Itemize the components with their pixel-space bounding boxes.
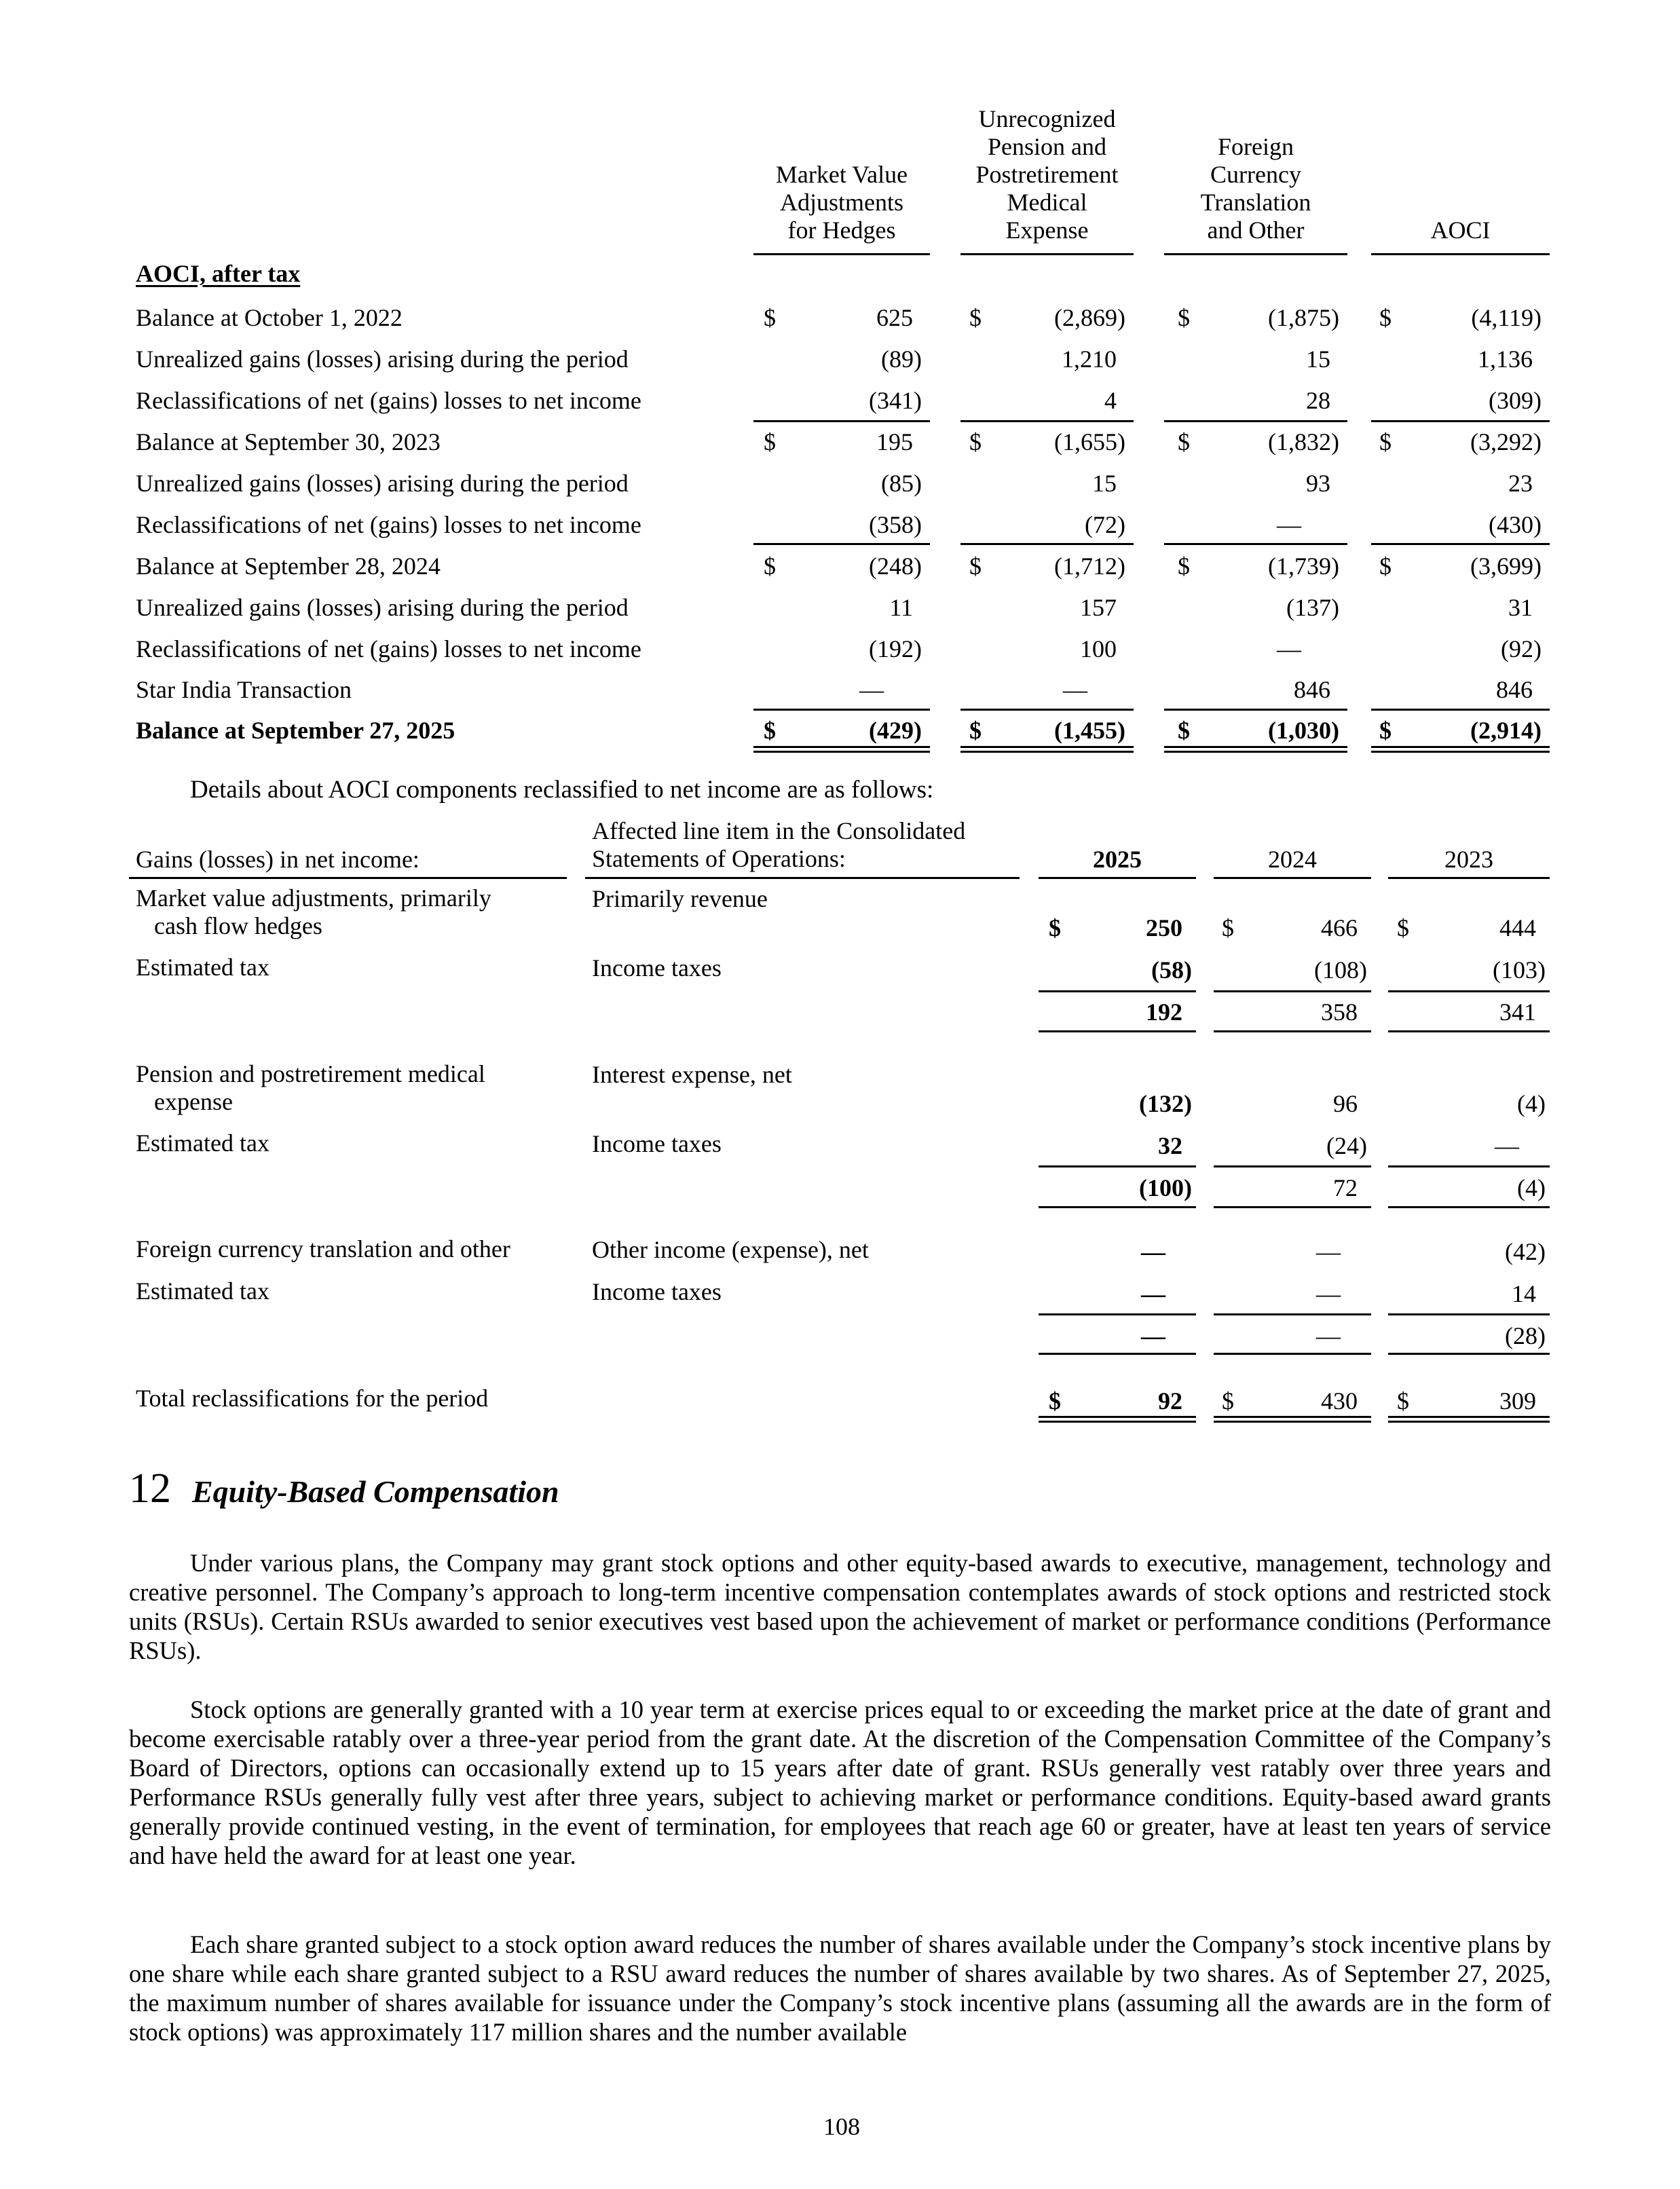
- header-rule: [1214, 877, 1371, 879]
- dollar-sign: $: [764, 304, 776, 331]
- reclass-cell: (132): [1139, 1090, 1192, 1117]
- dollar-sign: $: [1178, 553, 1190, 580]
- aoci-cell: (4,119): [1471, 304, 1542, 331]
- affected-line-item: Income taxes: [592, 1278, 722, 1305]
- subtotal-rule: [753, 709, 930, 711]
- aoci-column-header: AOCI: [1430, 217, 1491, 244]
- reclass-cell: 192: [1146, 998, 1182, 1026]
- aoci-cell: 1,210: [1062, 345, 1117, 373]
- aoci-cell: (3,292): [1470, 428, 1542, 455]
- aoci-cell: (192): [869, 635, 922, 662]
- aoci-cell: (430): [1489, 511, 1542, 538]
- dollar-sign: $: [1379, 553, 1392, 580]
- aoci-cell: 100: [1080, 635, 1117, 662]
- reclass-cell: —: [1316, 1238, 1341, 1265]
- dollar-sign: $: [1049, 1387, 1061, 1415]
- subtotal-rule: [960, 709, 1134, 711]
- subtotal-rule: [1388, 1165, 1550, 1167]
- subtotal-rule: [1039, 990, 1196, 992]
- total-double-rule: [1388, 1416, 1550, 1423]
- reclass-cell: 466: [1321, 914, 1358, 941]
- aoci-cell: 157: [1080, 594, 1117, 621]
- aoci-cell: 846: [1294, 676, 1330, 703]
- column-header-rule: [960, 253, 1134, 255]
- aoci-cell: (248): [869, 553, 922, 580]
- dollar-sign: $: [1379, 304, 1392, 331]
- reclass-cell: —: [1316, 1322, 1341, 1349]
- aoci-row-label: Unrealized gains (losses) arising during the period: [136, 345, 629, 373]
- aoci-row-label: Reclassifications of net (gains) losses to net income: [136, 511, 641, 538]
- aoci-section-label: AOCI, after tax: [136, 260, 301, 287]
- reclass-cell: (24): [1326, 1132, 1367, 1159]
- aoci-cell: (341): [869, 387, 922, 414]
- aoci-cell: (1,655): [1054, 428, 1125, 455]
- column-header-rule: [753, 253, 930, 255]
- aoci-row-label: Balance at September 28, 2024: [136, 553, 441, 580]
- subtotal-rule: [960, 420, 1134, 422]
- affected-line-item: Income taxes: [592, 1130, 722, 1157]
- aoci-cell: (309): [1489, 387, 1542, 414]
- aoci-cell: 15: [1092, 470, 1117, 497]
- aoci-cell: 28: [1306, 387, 1330, 414]
- dollar-sign: $: [969, 304, 982, 331]
- total-double-rule: [1214, 1416, 1371, 1423]
- aoci-cell: 93: [1306, 470, 1330, 497]
- paragraph-1: Under various plans, the Company may grant stock options and other equity-based awards to executive, management, technology and creative personnel. The Company’s approach to long-term incentive compensation contemplates awards of stock options and restricted stock units (RSUs). Certain RSUs awarded to senior executives vest based upon the achievement of market or performance conditions (Performance RSUs).: [129, 1549, 1551, 1664]
- subtotal-rule: [1164, 543, 1347, 545]
- aoci-cell: (1,712): [1054, 553, 1125, 580]
- subtotal-rule: [1214, 1206, 1371, 1208]
- subtotal-rule: [1371, 420, 1550, 422]
- reclass-cell: (4): [1517, 1174, 1546, 1201]
- subtotal-rule: [1214, 990, 1371, 992]
- aoci-cell: (137): [1286, 594, 1339, 621]
- affected-line-item: Other income (expense), net: [592, 1236, 869, 1263]
- aoci-cell: (3,699): [1470, 553, 1542, 580]
- reclass-row-label: Estimated tax: [136, 1277, 269, 1305]
- header-rule: [585, 877, 1020, 879]
- year-header: 2023: [1444, 846, 1493, 873]
- subtotal-rule: [960, 543, 1134, 545]
- aoci-cell: 625: [876, 304, 913, 331]
- reclass-cell: 250: [1146, 914, 1182, 941]
- section-heading: [129, 1465, 559, 1513]
- gains-header: Gains (losses) in net income:: [136, 846, 419, 873]
- reclass-cell: —: [1141, 1322, 1165, 1349]
- total-double-rule: [1371, 746, 1550, 753]
- aoci-row-label: Balance at September 27, 2025: [136, 717, 455, 744]
- aoci-cell: (1,455): [1054, 717, 1125, 744]
- reclass-row-label: Total reclassifications for the period: [136, 1385, 489, 1412]
- aoci-row-label: Unrealized gains (losses) arising during the period: [136, 594, 629, 621]
- subtotal-rule: [1388, 1206, 1550, 1208]
- reclass-cell: (58): [1151, 956, 1192, 984]
- page-number: 108: [823, 2113, 860, 2140]
- dollar-sign: $: [1222, 1387, 1234, 1415]
- subtotal-rule: [753, 543, 930, 545]
- aoci-cell: (358): [869, 511, 922, 538]
- subtotal-rule: [1039, 1030, 1196, 1032]
- subtotal-rule: [1039, 1206, 1196, 1208]
- subtotal-rule: [753, 420, 930, 422]
- dollar-sign: $: [1178, 428, 1190, 455]
- affected-line-item: Income taxes: [592, 954, 722, 981]
- aoci-row-label: Reclassifications of net (gains) losses to net income: [136, 635, 641, 662]
- details-intro: Details about AOCI components reclassified to net income are as follows:: [190, 776, 934, 804]
- aoci-row-label: Balance at September 30, 2023: [136, 428, 441, 455]
- aoci-cell: —: [1063, 676, 1087, 703]
- aoci-column-header: Market Value Adjustments for Hedges: [775, 161, 908, 244]
- header-rule: [1039, 877, 1196, 879]
- column-header-rule: [1164, 253, 1347, 255]
- aoci-cell: (89): [881, 345, 922, 373]
- dollar-sign: $: [1379, 428, 1392, 455]
- subtotal-rule: [1388, 1313, 1550, 1315]
- aoci-cell: 195: [876, 428, 913, 455]
- aoci-cell: (1,832): [1268, 428, 1339, 455]
- reclass-cell: 72: [1333, 1174, 1358, 1201]
- total-double-rule: [960, 746, 1134, 753]
- header-rule: [1388, 877, 1550, 879]
- reclass-cell: —: [1141, 1238, 1165, 1265]
- reclass-cell: 96: [1333, 1090, 1358, 1117]
- aoci-column-header: Foreign Currency Translation and Other: [1200, 133, 1311, 244]
- reclass-row-label: Foreign currency translation and other: [136, 1235, 510, 1262]
- reclass-cell: 430: [1321, 1387, 1358, 1415]
- reclass-row-label: Estimated tax: [136, 1129, 269, 1157]
- subtotal-rule: [1214, 1353, 1371, 1355]
- dollar-sign: $: [1178, 717, 1190, 744]
- aoci-row-label: Reclassifications of net (gains) losses to net income: [136, 387, 641, 414]
- dollar-sign: $: [1049, 914, 1061, 941]
- reclass-cell: 14: [1512, 1280, 1536, 1307]
- reclass-cell: —: [1316, 1280, 1341, 1307]
- subtotal-rule: [1039, 1353, 1196, 1355]
- paragraph-3: Each share granted subject to a stock option award reduces the number of shares available under the Company’s stock incentive plans by one share while each share granted subject to a RSU award reduces the number of shares available by two shares. As of September 27, 2025, the maximum number of shares available for issuance under the Company’s stock incentive plans (assuming all the awards are in the form of stock options) was approximately 117 million shares and the number available: [129, 1930, 1551, 2046]
- reclass-cell: (28): [1505, 1322, 1546, 1349]
- reclass-cell: (100): [1139, 1174, 1192, 1201]
- aoci-row-label: Balance at October 1, 2022: [136, 304, 403, 331]
- affected-header: Affected line item in the Consolidated Statements of Operations:: [592, 817, 966, 872]
- reclass-cell: 32: [1158, 1132, 1182, 1159]
- subtotal-rule: [1388, 990, 1550, 992]
- reclass-cell: —: [1495, 1132, 1519, 1159]
- subtotal-rule: [1214, 1165, 1371, 1167]
- aoci-cell: (1,739): [1268, 553, 1339, 580]
- dollar-sign: $: [1178, 304, 1190, 331]
- reclass-cell: 92: [1158, 1387, 1182, 1415]
- reclass-row-label: Pension and postretirement medical expense: [136, 1060, 485, 1115]
- aoci-row-label: Unrealized gains (losses) arising during the period: [136, 470, 629, 497]
- reclass-cell: (108): [1314, 956, 1367, 984]
- reclass-cell: 309: [1499, 1387, 1536, 1415]
- aoci-row-label: Star India Transaction: [136, 676, 352, 703]
- reclass-row-label: Estimated tax: [136, 954, 269, 981]
- aoci-cell: —: [1277, 635, 1301, 662]
- dollar-sign: $: [969, 717, 982, 744]
- aoci-cell: (1,875): [1268, 304, 1339, 331]
- column-header-rule: [1371, 253, 1550, 255]
- total-double-rule: [753, 746, 930, 753]
- dollar-sign: $: [1222, 914, 1234, 941]
- section-number: 12: [129, 1465, 171, 1512]
- dollar-sign: $: [1397, 914, 1409, 941]
- aoci-cell: 1,136: [1478, 345, 1533, 373]
- aoci-column-header: Unrecognized Pension and Postretirement Medical Expense: [975, 105, 1119, 244]
- subtotal-rule: [1164, 709, 1347, 711]
- subtotal-rule: [1214, 1313, 1371, 1315]
- dollar-sign: $: [764, 553, 776, 580]
- affected-line-item: Primarily revenue: [592, 885, 768, 912]
- aoci-cell: (72): [1085, 511, 1125, 538]
- subtotal-rule: [1039, 1313, 1196, 1315]
- dollar-sign: $: [1379, 717, 1392, 744]
- aoci-cell: (2,869): [1054, 304, 1125, 331]
- aoci-cell: (2,914): [1470, 717, 1542, 744]
- total-double-rule: [1164, 746, 1347, 753]
- subtotal-rule: [1039, 1165, 1196, 1167]
- subtotal-rule: [1388, 1030, 1550, 1032]
- subtotal-rule: [1388, 1353, 1550, 1355]
- aoci-cell: —: [1277, 511, 1301, 538]
- aoci-cell: 23: [1508, 470, 1533, 497]
- affected-line-item: Interest expense, net: [592, 1061, 792, 1088]
- reclass-cell: 358: [1321, 998, 1358, 1026]
- subtotal-rule: [1371, 709, 1550, 711]
- dollar-sign: $: [969, 553, 982, 580]
- aoci-cell: (1,030): [1268, 717, 1339, 744]
- aoci-cell: (429): [869, 717, 922, 744]
- dollar-sign: $: [969, 428, 982, 455]
- year-header: 2024: [1268, 846, 1317, 873]
- subtotal-rule: [1164, 420, 1347, 422]
- aoci-cell: (85): [881, 470, 922, 497]
- dollar-sign: $: [764, 428, 776, 455]
- subtotal-rule: [1214, 1030, 1371, 1032]
- aoci-cell: 846: [1496, 676, 1533, 703]
- reclass-cell: (42): [1505, 1238, 1546, 1265]
- reclass-cell: —: [1141, 1280, 1165, 1307]
- reclass-cell: (103): [1493, 956, 1546, 984]
- reclass-row-label: Market value adjustments, primarily cash flow hedges: [136, 884, 491, 939]
- aoci-cell: —: [859, 676, 884, 703]
- year-header: 2025: [1093, 846, 1142, 873]
- paragraph-2: Stock options are generally granted with a 10 year term at exercise prices equal to or exceeding the market price at the date of grant and become exercisable ratably over a three-year period from the grant date. At the discretion of the Compensation Committee of the Company’s Board of Directors, options can occasionally extend up to 15 years after date of grant. RSUs generally vest ratably over three years and Performance RSUs generally fully vest after three years, subject to achieving market or performance conditions. Equity-based award grants generally provide continued vesting, in the event of termination, for employees that reach age 60 or greater, have at least ten years of service and have held the award for at least one year.: [129, 1696, 1551, 1869]
- aoci-cell: 4: [1104, 387, 1117, 414]
- dollar-sign: $: [1397, 1387, 1409, 1415]
- aoci-cell: (92): [1501, 635, 1542, 662]
- total-double-rule: [1039, 1416, 1196, 1423]
- aoci-cell: 31: [1508, 594, 1533, 621]
- reclass-cell: (4): [1517, 1090, 1546, 1117]
- reclass-cell: 341: [1499, 998, 1536, 1026]
- dollar-sign: $: [764, 717, 776, 744]
- reclass-cell: 444: [1499, 914, 1536, 941]
- section-title: Equity-Based Compensation: [192, 1474, 559, 1509]
- aoci-cell: 11: [889, 594, 913, 621]
- header-rule: [129, 877, 567, 879]
- subtotal-rule: [1371, 543, 1550, 545]
- aoci-cell: 15: [1306, 345, 1330, 373]
